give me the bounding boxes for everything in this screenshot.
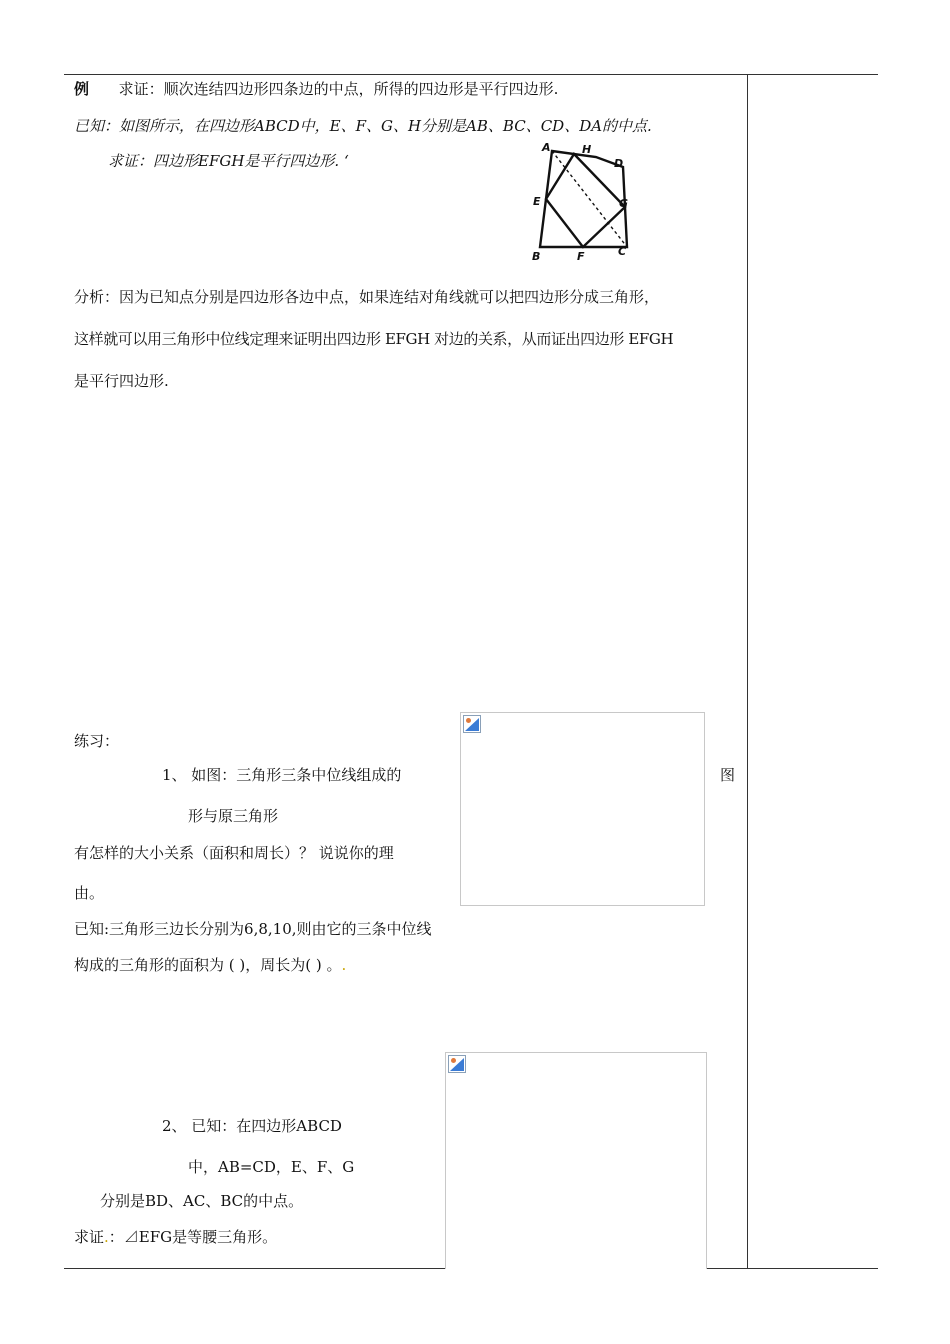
q1b-line-2-text: 构成的三角形的面积为 ( )，周长为( ) 。 [74, 956, 342, 974]
broken-image-icon [463, 715, 481, 733]
example-line [74, 78, 558, 99]
table-column-divider [747, 74, 748, 1268]
broken-image-icon [448, 1055, 466, 1073]
q2-line-4-prefix: 求证 [74, 1228, 105, 1246]
label-g: G [619, 197, 629, 210]
q2-dot-mark: . [104, 1228, 109, 1246]
label-d: D [614, 157, 624, 170]
label-f: F [577, 250, 585, 263]
analysis-line-2: 这样就可以用三角形中位线定理来证明出四边形 EFGH 对边的关系，从而证出四边形 EFGH [74, 330, 674, 348]
image-placeholder-1 [460, 712, 705, 906]
label-h: H [582, 143, 592, 156]
example-prove: 求证：四边形EFGH是平行四边形. ‘ [108, 152, 349, 170]
label-b: B [532, 250, 541, 263]
quadrilateral-figure [528, 138, 648, 268]
q2-line-4 [74, 1226, 277, 1247]
analysis-line-1: 分析：因为已知点分别是四边形各边中点，如果连结对角线就可以把四边形分成三角形， [74, 288, 660, 306]
example-label: 例 [74, 80, 90, 98]
image-placeholder-2 [445, 1052, 707, 1269]
analysis-line-3: 是平行四边形. [74, 372, 169, 390]
q1b-line-1: 已知:三角形三边长分别为6,8,10,则由它的三条中位线 [74, 920, 432, 938]
q1b-line-2 [74, 954, 346, 975]
q2-line-3: 分别是BD、AC、BC的中点。 [100, 1192, 304, 1210]
practice-title: 练习： [74, 732, 120, 750]
table-top-border [64, 74, 878, 75]
q2-line-4-rest: ：⊿EFG是等腰三角形。 [108, 1228, 278, 1246]
q1-line-4: 由。 [74, 884, 105, 902]
q1-line-2: 形与原三角形 [188, 807, 279, 825]
q2-line-2: 中，AB=CD，E、F、G [188, 1158, 355, 1176]
q1-trailing-char: 图 [720, 766, 736, 784]
label-c: C [618, 245, 627, 258]
q1-line-3: 有怎样的大小关系（面积和周长）？ 说说你的理 [74, 844, 394, 862]
label-a: A [542, 141, 551, 154]
q2-line-1: 2、 已知：在四边形ABCD [162, 1117, 342, 1135]
label-e: E [533, 195, 541, 208]
q1-line-1: 1、 如图：三角形三条中位线组成的 [162, 766, 402, 784]
q1b-dot-mark: . [341, 956, 347, 974]
example-given: 已知：如图所示，在四边形ABCD中，E、F、G、H分别是AB、BC、CD、DA的中点. [74, 117, 652, 135]
example-statement: 求证：顺次连结四边形四条边的中点，所得的四边形是平行四边形. [118, 80, 559, 98]
